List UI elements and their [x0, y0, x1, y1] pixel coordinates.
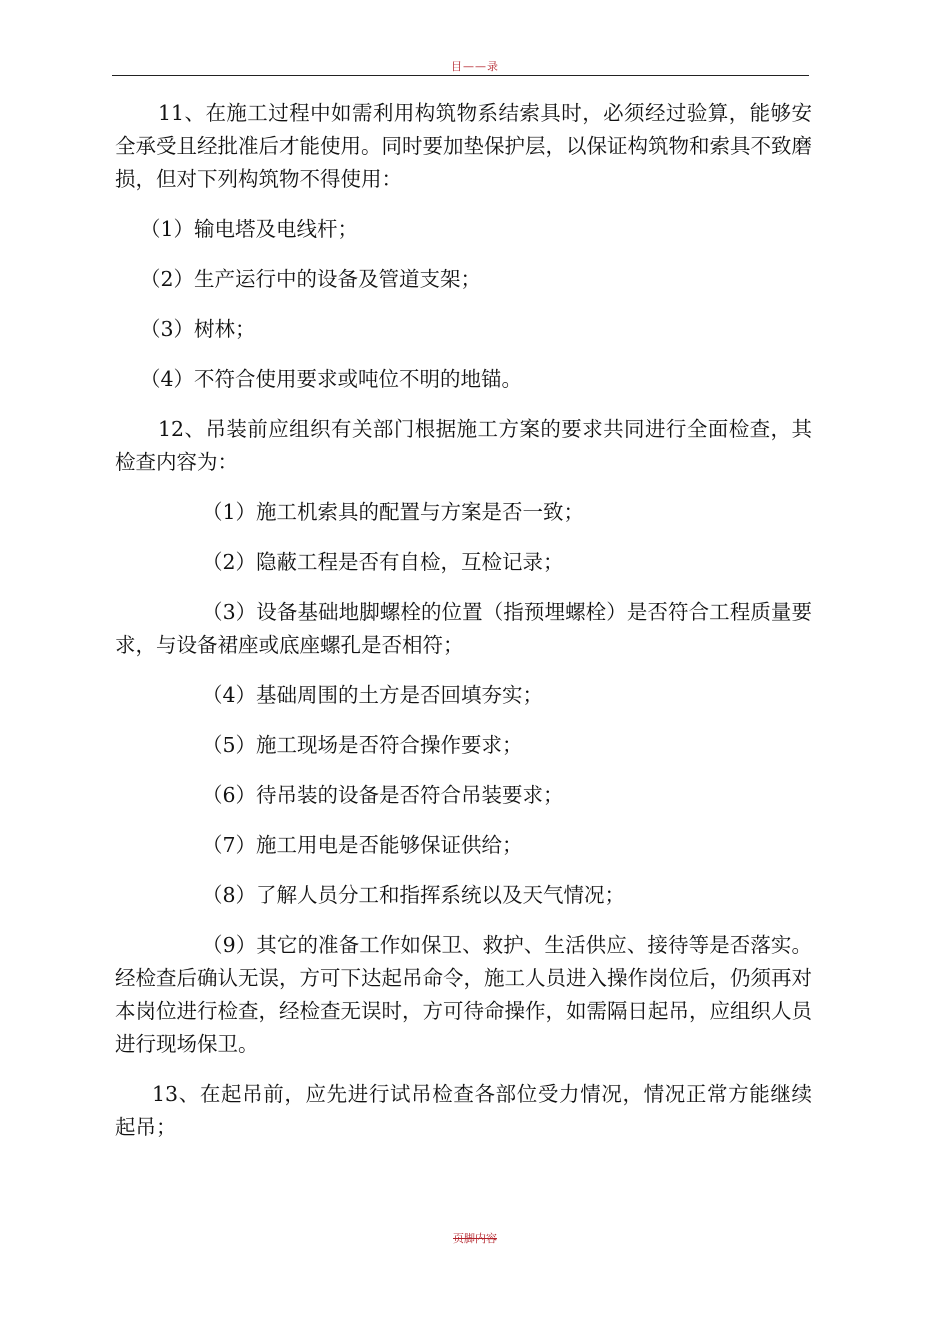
- list-item-11-2: （2）生产运行中的设备及管道支架；: [140, 267, 482, 291]
- list-item-11-1: （1）输电塔及电线杆；: [140, 217, 359, 241]
- list-item-11-4: （4）不符合使用要求或吨位不明的地锚。: [140, 367, 523, 391]
- list-item-11-3: （3）树林；: [140, 317, 256, 341]
- header-divider: [112, 75, 809, 76]
- list-item-12-5: （5）施工现场是否符合操作要求；: [202, 733, 523, 757]
- page-header: 目——录: [451, 60, 499, 73]
- list-item-12-3: （3）设备基础地脚螺栓的位置（指预埋螺栓）是否符合工程质量要求，与设备裙座或底座螺孔是否相符；: [115, 600, 812, 657]
- list-item-12-7: （7）施工用电是否能够保证供给；: [202, 833, 523, 857]
- list-item-12-4: （4）基础周围的土方是否回填夯实；: [202, 683, 544, 707]
- paragraph-item-11: 11、在施工过程中如需利用构筑物系结索具时，必须经过验算，能够安全承受且经批准后才能使用。同时要加垫保护层，以保证构筑物和索具不致磨损，但对下列构筑物不得使用：: [115, 101, 812, 191]
- list-item-12-2: （2）隐蔽工程是否有自检，互检记录；: [202, 550, 564, 574]
- paragraph-item-12: 12、吊装前应组织有关部门根据施工方案的要求共同进行全面检查，其检查内容为：: [115, 417, 812, 474]
- list-item-12-8: （8）了解人员分工和指挥系统以及天气情况；: [202, 883, 626, 907]
- page-footer: 页脚内容: [453, 1232, 497, 1245]
- list-item-12-9: （9）其它的准备工作如保卫、救护、生活供应、接待等是否落实。经检查后确认无误，方可下达起吊命令，施工人员进入操作岗位后，仍须再对本岗位进行检查，经检查无误时，方可待命操作，如需隔日起吊，应组织人员进行现场保卫。: [115, 933, 812, 1056]
- paragraph-item-13: 13、在起吊前，应先进行试吊检查各部位受力情况，情况正常方能继续起吊；: [115, 1082, 812, 1139]
- list-item-12-6: （6）待吊装的设备是否符合吊装要求；: [202, 783, 564, 807]
- document-body: [115, 97, 812, 1144]
- list-item-12-1: （1）施工机索具的配置与方案是否一致；: [202, 500, 585, 524]
